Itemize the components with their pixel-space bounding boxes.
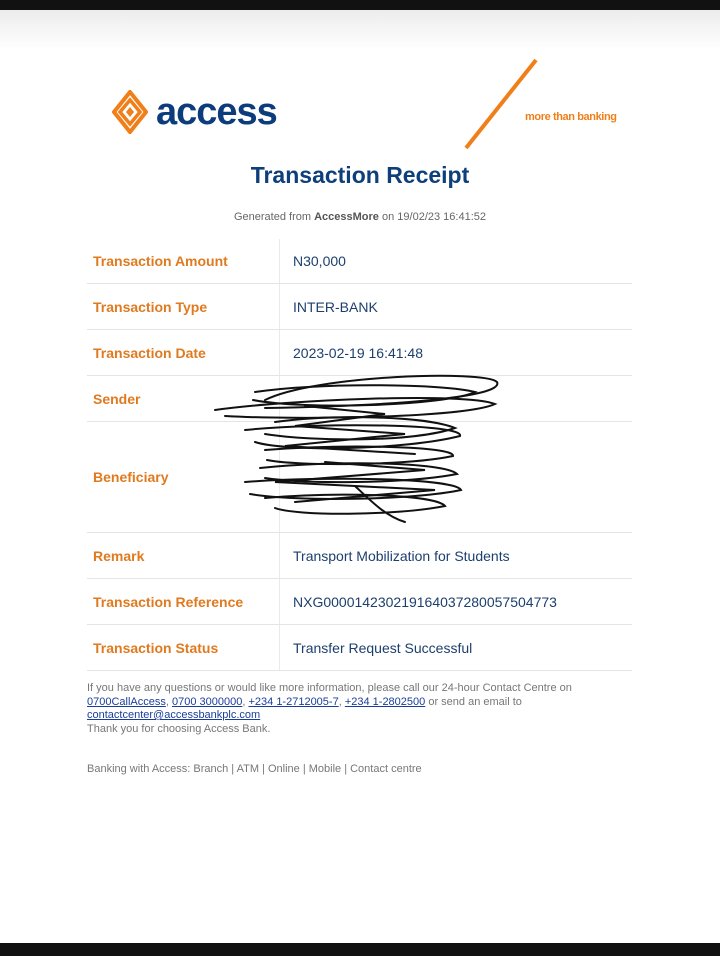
row-label: Transaction Amount	[93, 253, 228, 269]
screen-bottom-bar	[0, 943, 720, 956]
generated-source: AccessMore	[314, 211, 379, 223]
row-label: Transaction Type	[93, 298, 208, 315]
table-row	[87, 579, 632, 625]
table-row	[87, 284, 632, 330]
receipt-title: Transaction Receipt	[250, 162, 470, 188]
thanks-text: Thank you for choosing Access Bank.	[87, 722, 271, 735]
row-label: Beneficiary	[93, 469, 169, 485]
access-diamond-icon	[112, 90, 148, 134]
brand-tagline: more than banking	[525, 111, 617, 123]
row-label: Remark	[93, 547, 145, 564]
redaction-scribble	[205, 370, 505, 530]
banking-channels: Banking with Access: Branch | ATM | Online | Mobile | Contact centre	[87, 763, 422, 775]
phone-link-1[interactable]: 0700 3000000	[172, 695, 243, 708]
row-value: Transport Mobilization for Students	[293, 547, 510, 564]
table-row	[87, 625, 632, 671]
row-label: Transaction Status	[93, 639, 219, 656]
row-label: Sender	[93, 390, 141, 407]
phone-link-2[interactable]: +234 1-2712005-7	[248, 695, 339, 708]
row-value: Transfer Request Successful	[293, 639, 473, 656]
orange-slash-graphic	[460, 58, 540, 150]
top-shade	[0, 10, 720, 50]
footer-contact: If you have any questions or would like more information, please call our 24-hour Contact Centre on 0700CallAccess, 0700 3000000, +234 1-2712005-7, +234 1-2802500 or send an email to contactcenter@accessbankplc.com Thank you for choosing Access Bank.	[87, 682, 572, 735]
phone-link-3[interactable]: +234 1-2802500	[344, 695, 426, 708]
email-intro: or send an email to	[428, 695, 522, 708]
row-value: INTER-BANK	[293, 298, 378, 315]
row-value: NXG000014230219164037280057504773	[293, 593, 557, 610]
table-row	[87, 533, 632, 579]
generated-middle: on	[381, 211, 395, 223]
generated-prefix: Generated from	[233, 211, 312, 223]
footer-intro: If you have any questions or would like more information, please call our 24-hour Contact Centre on	[87, 682, 572, 694]
row-value: 2023-02-19 16:41:48	[293, 344, 423, 361]
row-label: Transaction Date	[93, 344, 206, 361]
row-value: N30,000	[293, 253, 346, 269]
call-access-link[interactable]: 0700CallAccess	[87, 695, 166, 708]
brand-name: access	[156, 91, 277, 133]
access-logo	[112, 88, 277, 136]
screen-top-bar	[0, 0, 720, 10]
email-link[interactable]: contactcenter@accessbankplc.com	[87, 709, 261, 721]
row-label: Transaction Reference	[93, 593, 244, 610]
table-row	[87, 239, 632, 284]
generated-line	[0, 211, 720, 223]
generated-timestamp: 19/02/23 16:41:52	[397, 211, 486, 223]
